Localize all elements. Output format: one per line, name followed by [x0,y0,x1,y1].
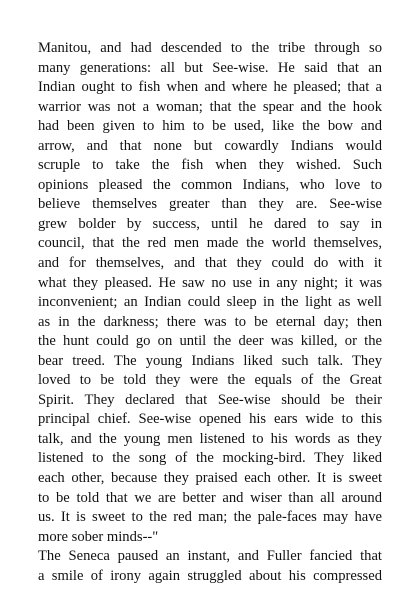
text-line: talk, and the young men listened to his words as they [38,430,382,447]
text-line: Indian ought to fish when and where he pleased; that a [38,79,382,96]
text-line: scruple to take the fish when they wished. Such [38,157,382,174]
text-line: bear treed. The young Indians liked such talk. They [38,352,382,369]
text-line: us. It is sweet to the red man; the pale-faces may have [38,509,382,526]
paragraph [38,547,382,586]
text-line: believe themselves greater than they are. See-wise [38,196,382,213]
text-line: principal chief. See-wise opened his ears wide to this [38,411,382,428]
text-line: council, that the red men made the world themselves, [38,235,382,252]
text-line: more sober minds--" [38,528,159,545]
text-line: opinions pleased the common Indians, who love to [38,176,382,193]
text-line: loved to be told they were the equals of the Great [38,372,382,389]
text-line: listened to the song of the mocking-bird. They liked [38,450,382,467]
paragraph [38,39,382,547]
text-line: inconvenient; an Indian could sleep in the light as well [38,294,382,311]
text-line: as in the darkness; there was to be eternal day; then [38,313,382,330]
text-line: a smile of irony again struggled about his compressed [38,567,382,584]
text-line: The Seneca paused an instant, and Fuller fancied that [38,548,382,565]
page-text [38,39,382,586]
text-line: warrior was not a woman; that the spear and the hook [38,98,382,115]
text-line: Manitou, and had descended to the tribe through so [38,40,382,56]
text-line: Spirit. They declared that See-wise should be their [38,391,382,408]
text-line: what they pleased. He saw no use in any night; it was [38,274,382,291]
text-line: each other, because they praised each other. It is sweet [38,470,382,487]
text-line: had been given to him to be used, like the bow and [38,118,382,135]
text-line: many generations: all but See-wise. He said that an [38,59,382,76]
text-line: to be told that we are better and wiser than all around [38,489,382,506]
text-line: arrow, and that none but cowardly Indians would [38,137,382,154]
text-line: the hunt could go on until the deer was killed, or the [38,333,382,350]
text-line: and for themselves, and that they could do with it [38,255,382,272]
text-line: grew bolder by success, until he dared to say in [38,215,382,232]
